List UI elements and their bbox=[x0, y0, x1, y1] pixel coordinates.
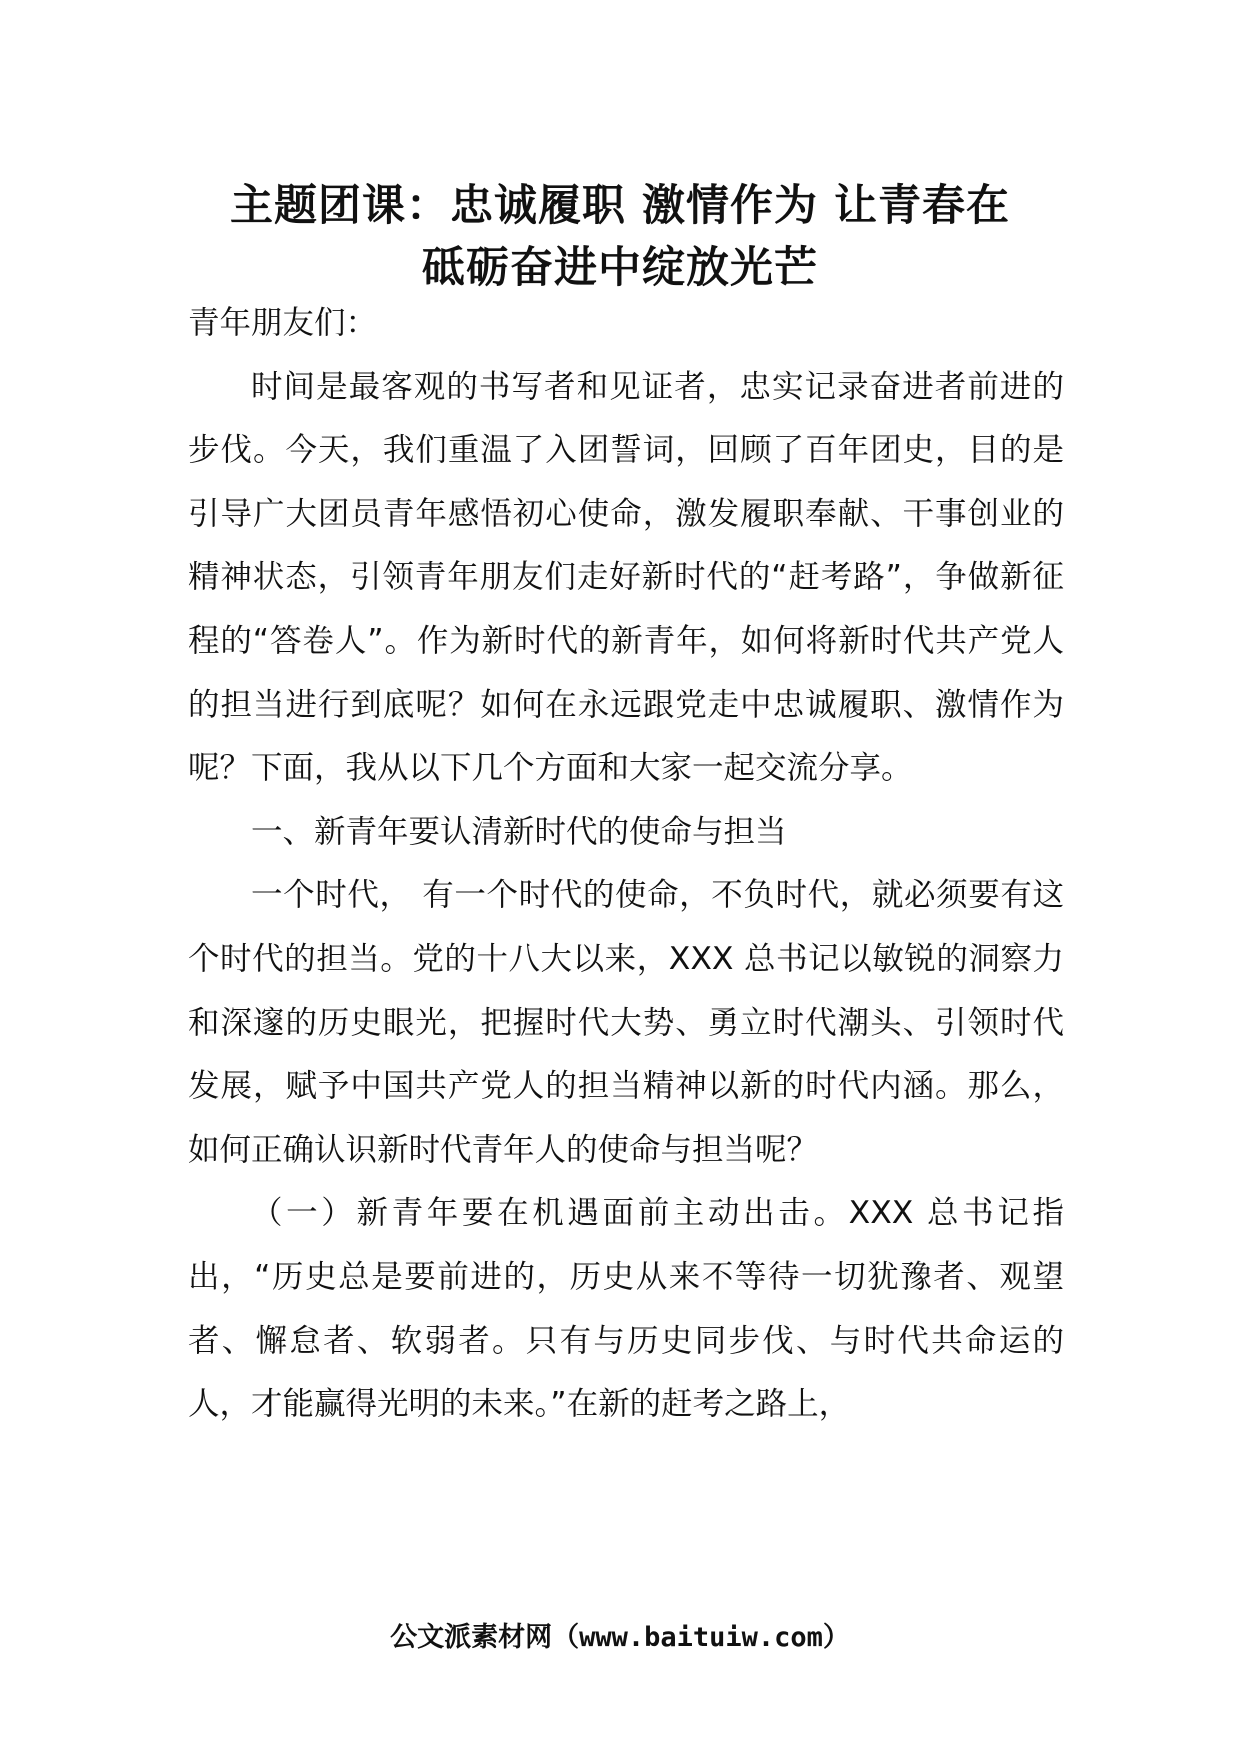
document-title-line-1: 主题团课：忠诚履职 激情作为 让青春在 bbox=[230, 181, 1010, 231]
paragraph-section-1: 一个时代， 有一个时代的使命，不负时代，就必须要有这个时代的担当。党的十八大以来，XXX 总书记以敏锐的洞察力和深邃的历史眼光，把握时代大势、勇立时代潮头、引领时代发展，赋予中国共产党人的担当精神以新的时代内涵。那么，如何正确认识新时代青年人的使命与担当呢？ bbox=[188, 877, 1064, 1168]
section-heading-1: 一、新青年要认清新时代的使命与担当 bbox=[251, 813, 787, 850]
paragraph-subsection-1: （一）新青年要在机遇面前主动出击。XXX 总书记指出，“历史总是要前进的，历史从来不等待一切犹豫者、观望者、懈怠者、软弱者。只有与历史同步伐、与时代共命运的人，才能赢得光明的未来。”在新的赶考之路上， bbox=[188, 1195, 1064, 1423]
document-title-line-2: 砥砺奋进中绽放光芒 bbox=[422, 243, 818, 293]
page-footer-watermark: 公文派素材网（www.baituiw.com） bbox=[390, 1622, 850, 1653]
salutation: 青年朋友们： bbox=[188, 305, 378, 341]
document-body bbox=[188, 292, 1064, 1437]
paragraph-intro: 时间是最客观的书写者和见证者，忠实记录奋进者前进的步伐。今天，我们重温了入团誓词，回顾了百年团史，目的是引导广大团员青年感悟初心使命，激发履职奉献、干事创业的精神状态，引领青年朋友们走好新时代的“赶考路”，争做新征程的“答卷人”。作为新时代的新青年，如何将新时代共产党人的担当进行到底呢？如何在永远跟党走中忠诚履职、激情作为呢？下面，我从以下几个方面和大家一起交流分享。 bbox=[188, 368, 1064, 787]
